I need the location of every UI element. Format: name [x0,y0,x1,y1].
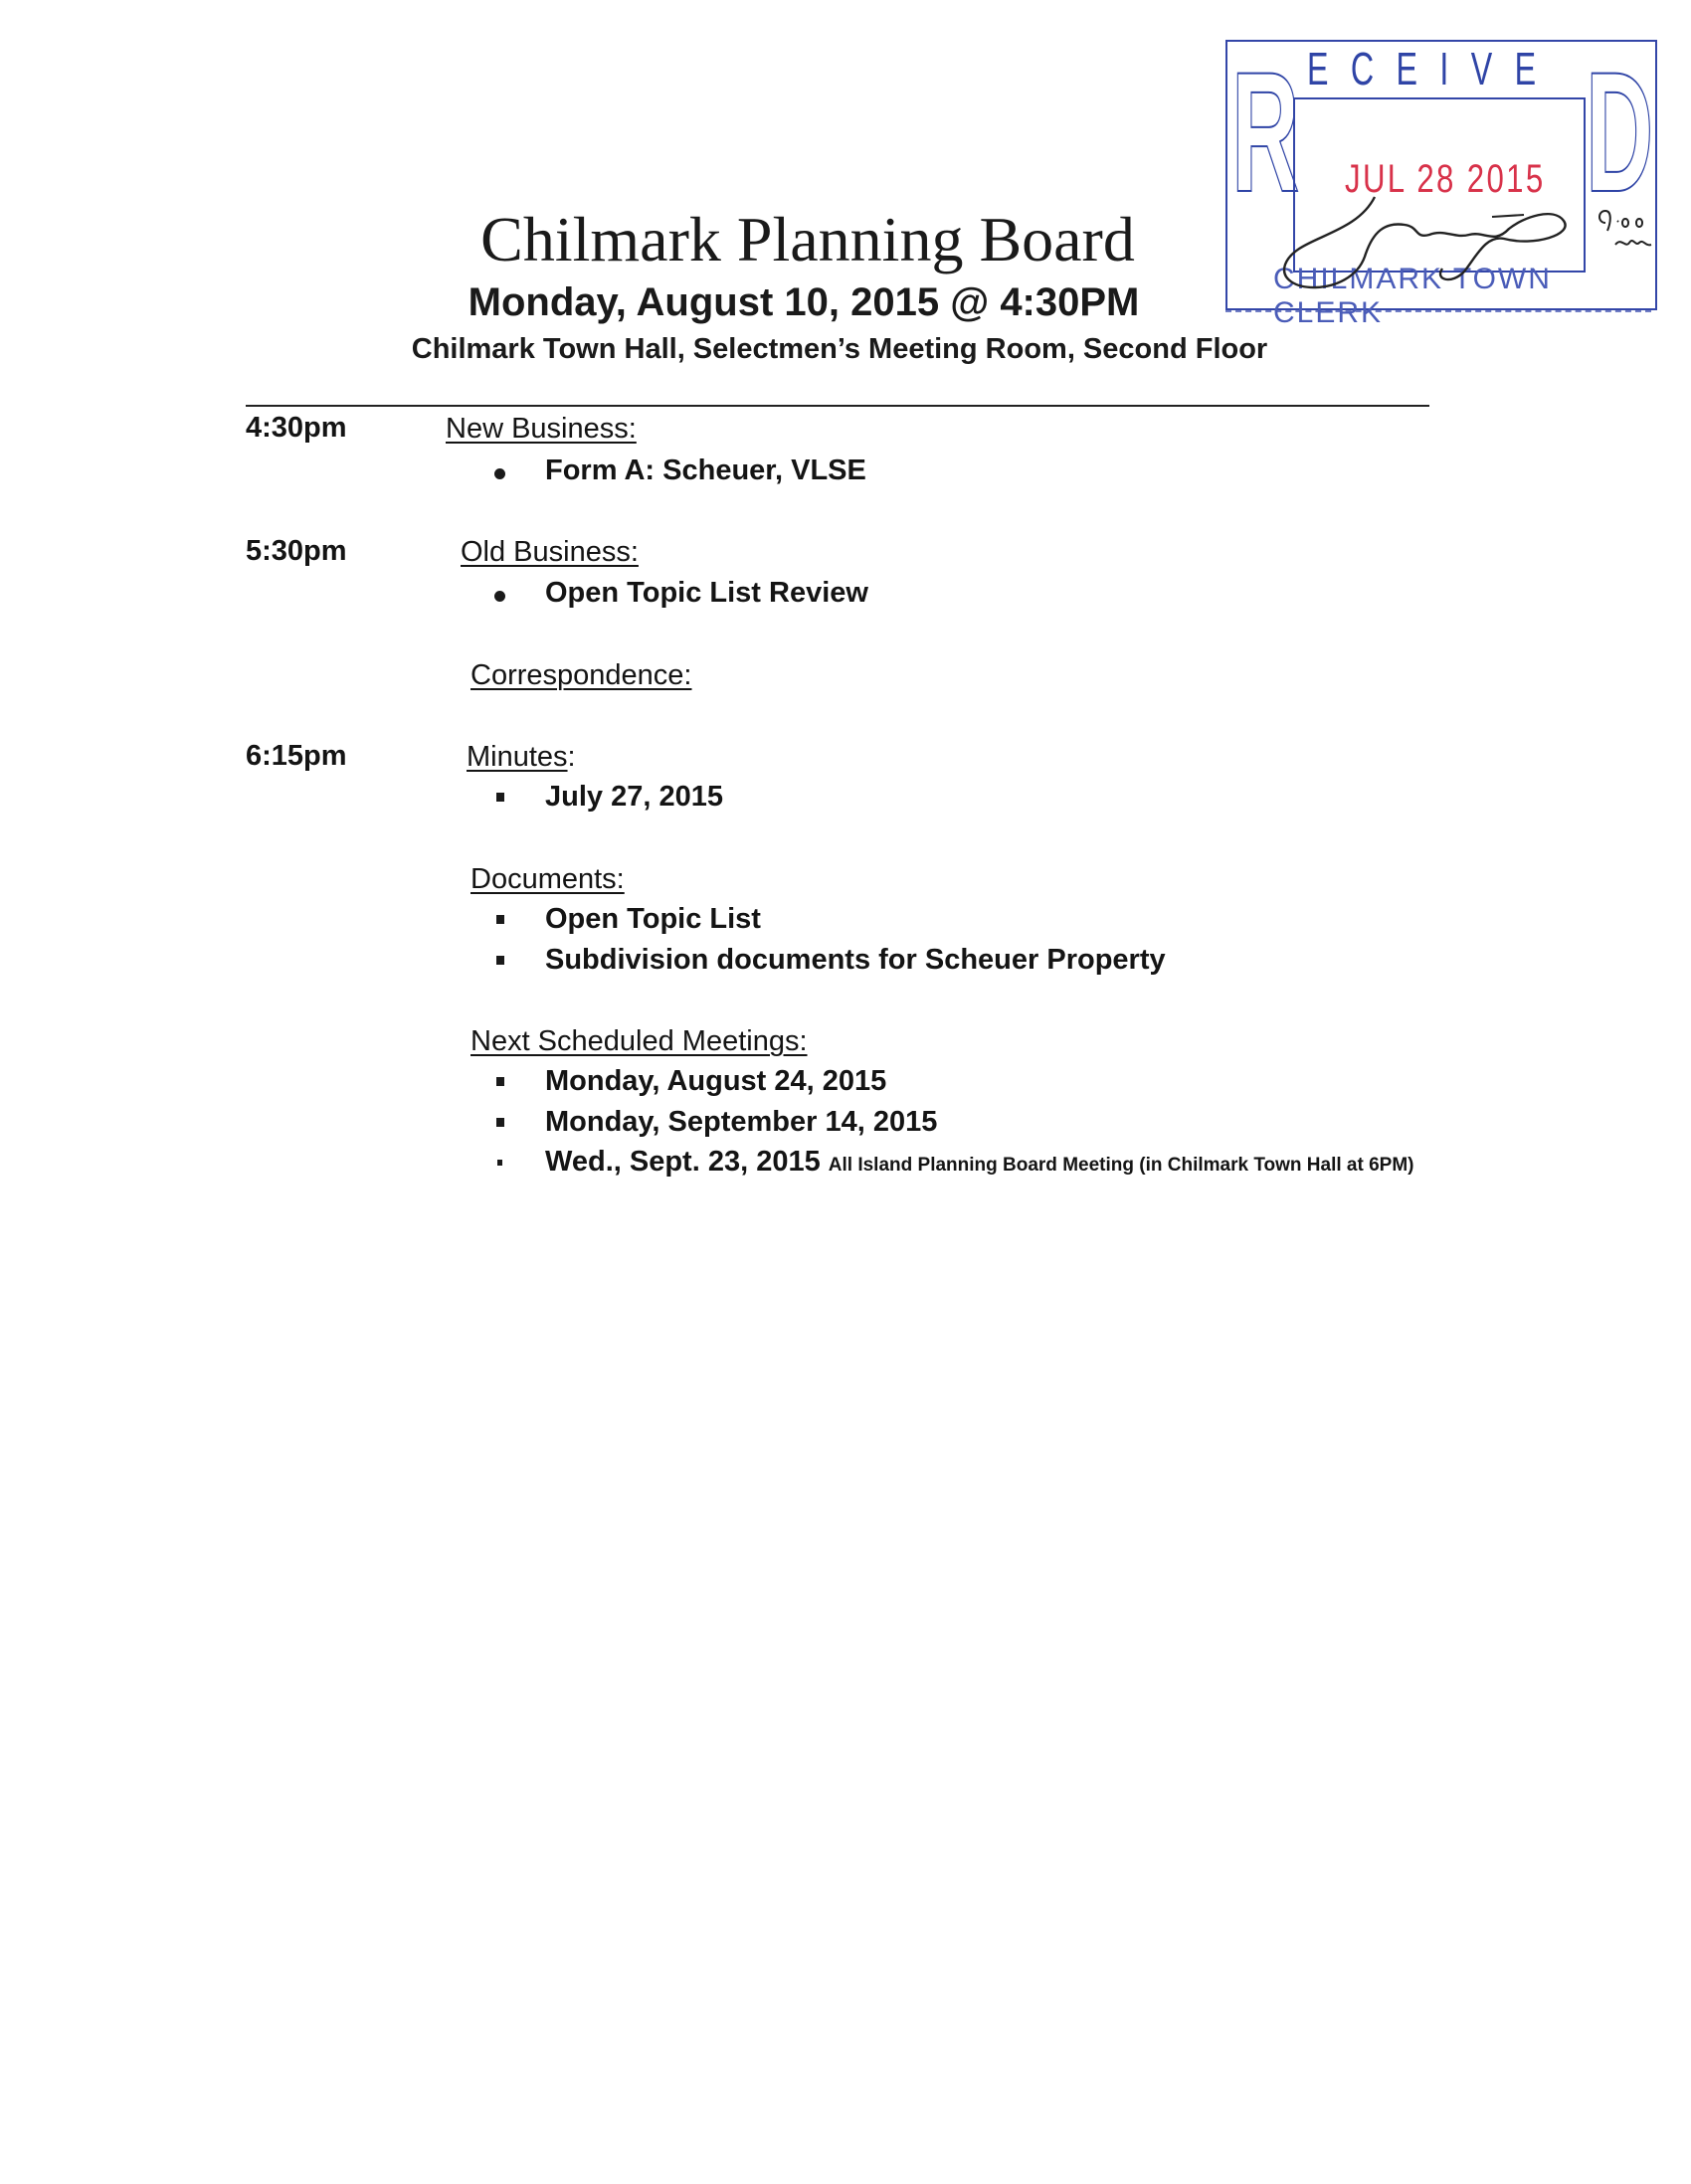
list-item: Subdivision documents for Scheuer Property [545,944,1166,976]
heading-documents: Documents: [470,863,625,895]
meeting-location: Chilmark Town Hall, Selectmen’s Meeting Room, Second Floor [411,333,1268,365]
bullet-icon [496,1118,504,1127]
bullet-icon [496,915,504,924]
heading-minutes-label: Minutes [467,741,568,773]
bullet-icon [497,1160,502,1166]
time-new-business: 4:30pm [246,412,347,444]
heading-new-business: New Business: [446,413,637,445]
heading-old-business: Old Business: [461,536,639,568]
time-old-business: 5:30pm [246,535,347,567]
stamp-clerk-label: CHILMARK TOWN CLERK [1273,263,1552,329]
list-item: July 27, 2015 [545,781,723,813]
heading-next-meetings: Next Scheduled Meetings: [470,1025,808,1057]
stamp-top-letters: ECEIVE [1307,43,1559,94]
list-item: Form A: Scheuer, VLSE [545,455,866,486]
bullet-icon [496,793,504,802]
heading-minutes [467,741,576,774]
meeting-note: All Island Planning Board Meeting (in Chilmark Town Hall at 6PM) [828,1155,1414,1176]
stamp-letter-r: R [1231,37,1300,228]
bullet-icon [494,591,505,602]
time-minutes: 6:15pm [246,740,347,772]
heading-correspondence: Correspondence: [470,659,692,691]
bullet-icon [494,468,505,479]
bullet-icon [496,1077,504,1086]
list-item [545,1146,1413,1179]
meeting-date: Wed., Sept. 23, 2015 [545,1146,821,1178]
list-item: Monday, August 24, 2015 [545,1065,887,1097]
header-divider [246,405,1429,407]
list-item: Open Topic List Review [545,577,868,609]
bullet-icon [496,956,504,965]
stamp-letter-d: D [1586,37,1654,228]
list-item: Open Topic List [545,903,761,935]
heading-minutes-colon: : [567,741,576,773]
list-item: Monday, September 14, 2015 [545,1106,938,1138]
page-title: Chilmark Planning Board [480,204,1135,274]
meeting-datetime: Monday, August 10, 2015 @ 4:30PM [468,280,1140,324]
stamp-date: JUL 28 2015 [1345,157,1546,201]
